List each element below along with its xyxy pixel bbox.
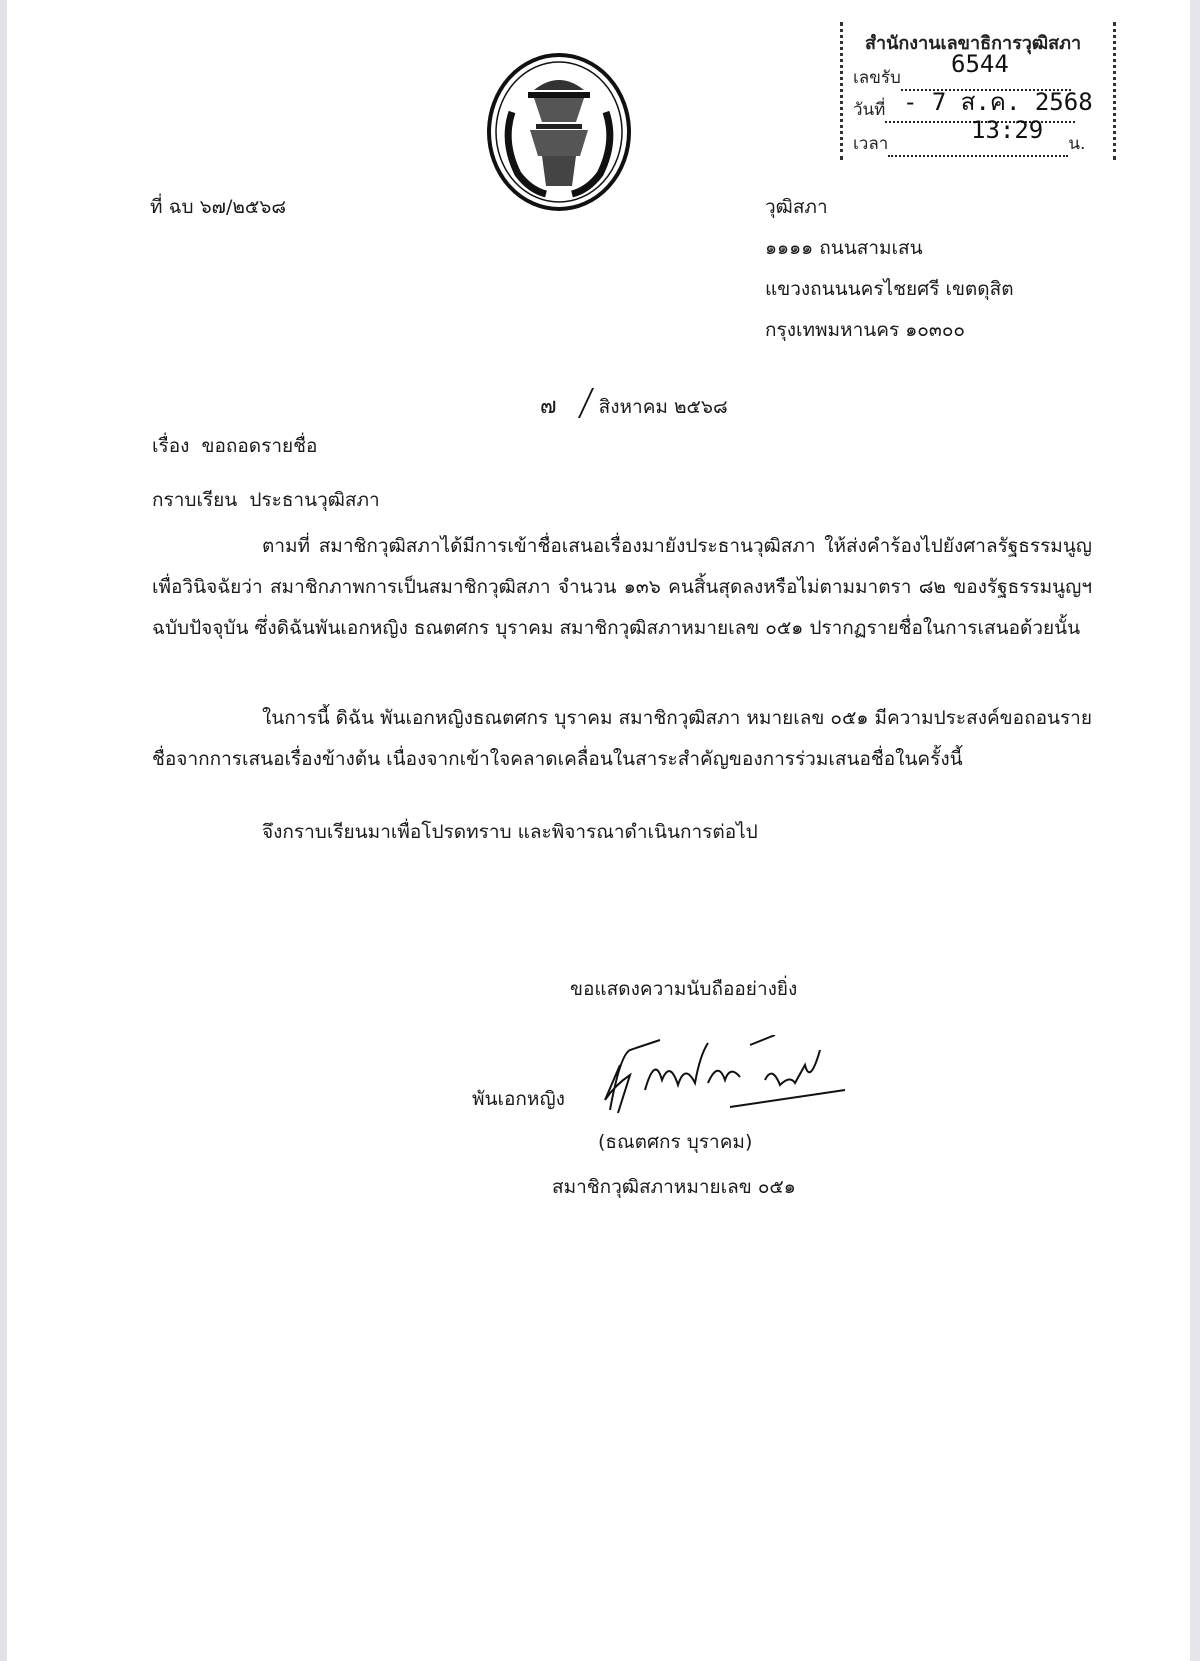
receipt-stamp [840, 22, 1116, 160]
body-paragraph-1: ตามที่ สมาชิกวุฒิสภาได้มีการเข้าชื่อเสนอเรื่องมายังประธานวุฒิสภา ให้ส่งคำร้องไปยังศาลรัฐธรรมนูญเพื่อวินิจฉัยว่า สมาชิกภาพการเป็นสมาชิกวุฒิสภา จำนวน ๑๓๖ คนสิ้นสุดลงหรือไม่ตามมาตรา ๘๒ ของรัฐธรรมนูญฯฉบับปัจจุบัน ซึ่งดิฉันพันเอกหญิง ธณตศกร บุราคม สมาชิกวุฒิสภาหมายเลข ๐๕๑ ปรากฏรายชื่อในการเสนอด้วยนั้น [152, 535, 1092, 639]
reference-number: ที่ ฉบ ๖๗/๒๕๖๘ [150, 196, 286, 218]
address-line-4: กรุงเทพมหานคร ๑๐๓๐๐ [765, 319, 966, 341]
date-month-year: สิงหาคม ๒๕๖๘ [598, 396, 728, 418]
page-edge-right [1190, 0, 1200, 1661]
signer-name: (ธณตศกร บุราคม) [598, 1131, 753, 1153]
salutation-line [152, 491, 380, 510]
subject-label: เรื่อง [152, 435, 190, 457]
address-line-1: วุฒิสภา [765, 196, 828, 218]
subject-text: ขอถอดรายชื่อ [201, 435, 318, 457]
parliament-emblem-icon [484, 52, 634, 212]
letter-date [540, 388, 728, 418]
salutation-text: ประธานวุฒิสภา [249, 489, 380, 511]
subject-line [152, 437, 317, 456]
stamp-receipt-label: เลขรับ [853, 68, 901, 88]
page-edge-left [0, 0, 7, 1661]
stamp-date-value: - 7 ส.ค. 2568 [903, 88, 1093, 116]
stamp-receipt-no: 6544 [951, 50, 1009, 78]
address-line-3: แขวงถนนนครไชยศรี เขตดุสิต [765, 278, 1014, 300]
closing: ขอแสดงความนับถืออย่างยิ่ง [570, 978, 798, 1000]
handwritten-signature [600, 1035, 850, 1115]
stamp-time-row [853, 130, 1085, 157]
stamp-office: สำนักงานเลขาธิการวุฒิสภา [865, 33, 1082, 54]
stamp-time-suffix: น. [1068, 134, 1086, 154]
date-day: ๗ [540, 394, 557, 419]
signer-title: สมาชิกวุฒิสภาหมายเลข ๐๕๑ [552, 1176, 796, 1198]
stamp-date-label: วันที่ [853, 100, 886, 120]
stamp-time-label: เวลา [853, 134, 889, 154]
salutation-label: กราบเรียน [152, 489, 238, 511]
stamp-time-value: 13:29 [971, 116, 1044, 144]
body-paragraph-3: จึงกราบเรียนมาเพื่อโปรดทราบ และพิจารณาดำเนินการต่อไป [262, 821, 758, 843]
signer-rank: พันเอกหญิง [472, 1088, 565, 1110]
address-line-2: ๑๑๑๑ ถนนสามเสน [765, 237, 923, 259]
body-paragraph-2: ในการนี้ ดิฉัน พันเอกหญิงธณตศกร บุราคม สมาชิกวุฒิสภา หมายเลข ๐๕๑ มีความประสงค์ขอถอนรายชื่อจากการเสนอเรื่องข้างต้น เนื่องจากเข้าใจคลาดเคลื่อนในสาระสำคัญของการร่วมเสนอชื่อในครั้งนี้ [152, 707, 1092, 770]
